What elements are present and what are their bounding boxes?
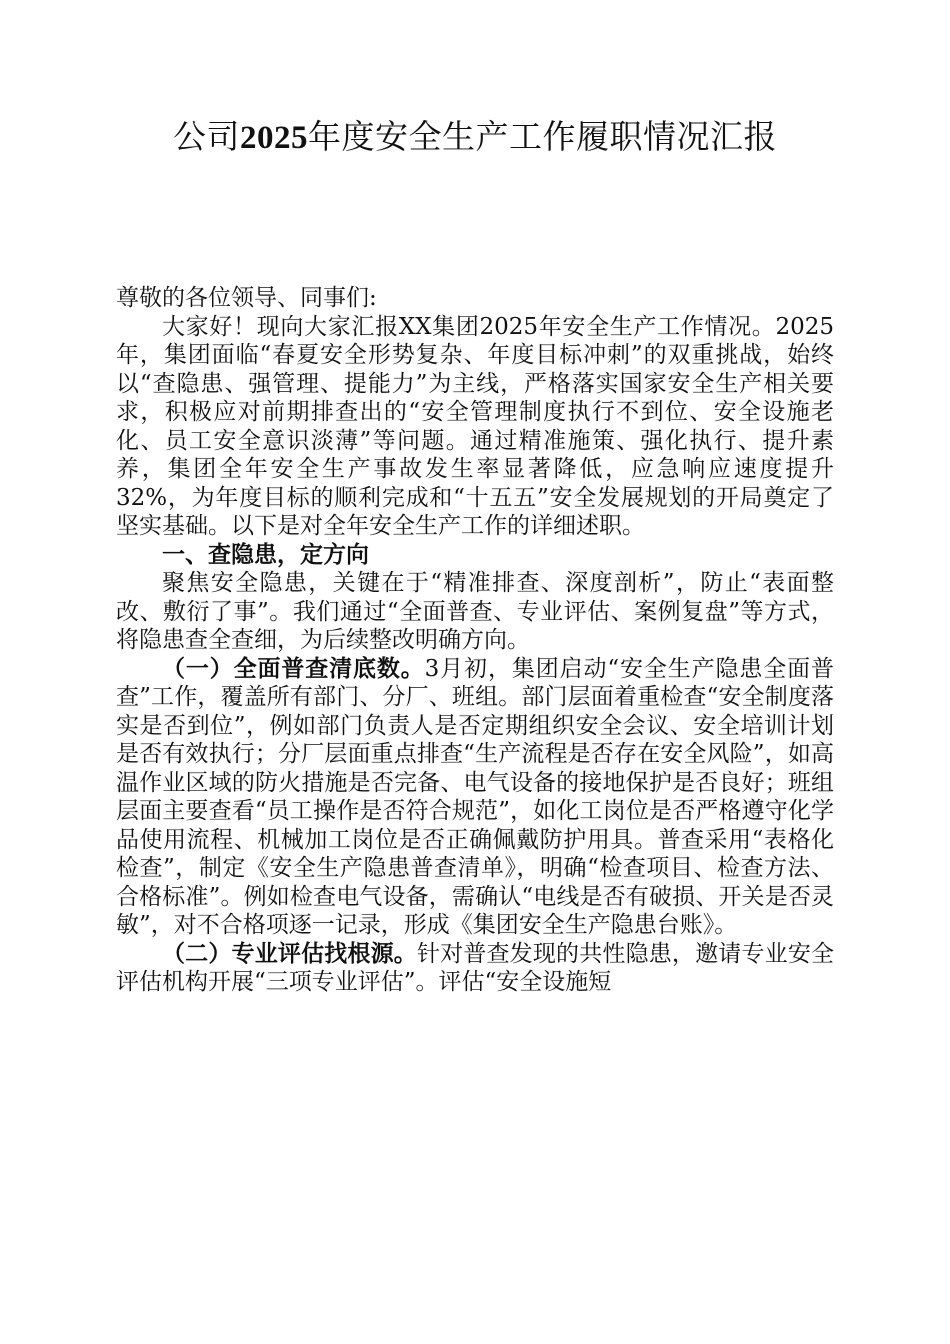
document-title: [0, 112, 950, 163]
intro-paragraph: 大家好！现向大家汇报XX集团2025年安全生产工作情况。2025年，集团面临“春夏安全形势复杂、年度目标冲刺”的双重挑战，始终以“查隐患、强管理、提能力”为主线，严格落实国家安全生产相关要求，积极应对前期排查出的“安全管理制度执行不到位、安全设施老化、员工安全意识淡薄”等问题。通过精准施策、强化执行、提升素养，集团全年安全生产事故发生率显著降低，应急响应速度提升32%，为年度目标的顺利完成和“十五五”安全发展规划的开局奠定了坚实基础。以下是对全年安全生产工作的详细述职。: [116, 313, 834, 539]
item1-lead: （一）全面普查清底数。: [162, 654, 425, 682]
section-heading-1: 一、查隐患，定方向: [162, 540, 369, 568]
item2-paragraph: [116, 940, 834, 997]
item1-paragraph: [116, 655, 834, 940]
item1-text: 3月初，集团启动“安全生产隐患全面普查”工作，覆盖所有部门、分厂、班组。部门层面着重检查“安全制度落实是否到位”，例如部门负责人是否定期组织安全会议、安全培训计划是否有效执行；分厂层面重点排查“生产流程是否存在安全风险”，如高温作业区域的防火措施是否完备、电气设备的接地保护是否良好；班组层面主要查看“员工操作是否符合规范”，如化工岗位是否严格遵守化学品使用流程、机械加工岗位是否正确佩戴防护用具。普查采用“表格化检查”，制定《安全生产隐患普查清单》，明确“检查项目、检查方法、合格标准”。例如检查电气设备，需确认“电线是否有破损、开关是否灵敏”，对不合格项逐一记录，形成《集团安全生产隐患台账》。: [116, 655, 834, 938]
title-suffix: 年度安全生产工作履职情况汇报: [308, 117, 777, 156]
greeting: 尊敬的各位领导、同事们:: [116, 285, 377, 311]
document-body: [116, 284, 834, 997]
item2-lead: （二）专业评估找根源。: [162, 939, 417, 967]
title-prefix: 公司: [173, 117, 240, 156]
title-year: 2025: [240, 120, 308, 156]
section1-intro-paragraph: 聚焦安全隐患，关键在于“精准排查、深度剖析”，防止“表面整改、敷衍了事”。我们通过“全面普查、专业评估、案例复盘”等方式，将隐患查全查细，为后续整改明确方向。: [116, 570, 834, 653]
item2-text: 针对普查发现的共性隐患，邀请专业安全评估机构开展“三项专业评估”。评估“安全设施短: [116, 940, 835, 995]
